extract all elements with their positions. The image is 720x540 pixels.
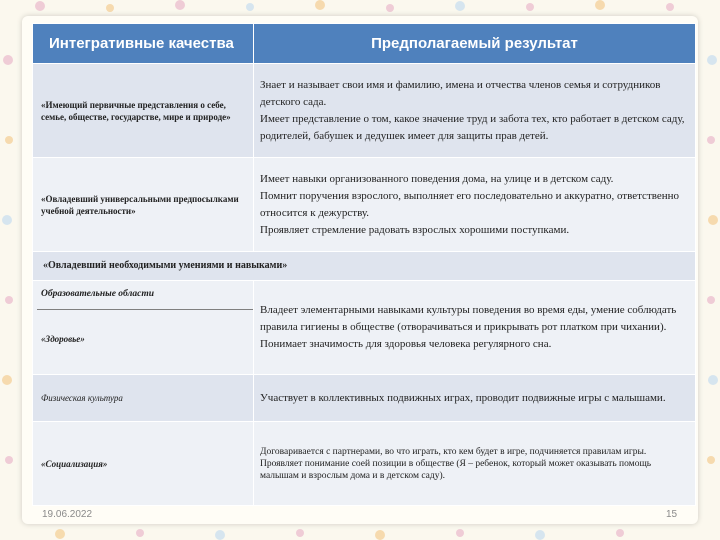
quality-cell: «Имеющий первичные представления о себе, семье, обществе, государстве, мире и природе» (33, 64, 254, 158)
education-areas-label: Образовательные области (37, 281, 253, 310)
result-text: Понимает значимость для здоровья человека регулярного сна. (260, 338, 552, 350)
result-text: Знает и называет свои имя и фамилию, имена и отчества членов семья и сотрудников детского сада. (260, 78, 661, 108)
quality-cell: «Овладевший универсальными предпосылками учебной деятельности» (33, 158, 254, 252)
result-text: Проявляет понимание соей позиции в обществе (Я – ребенок, который может оказывать помощь малышам и взрослым дома и в детском саду). (260, 458, 652, 481)
table-header-row (33, 24, 696, 64)
results-table (32, 23, 696, 506)
table-row (33, 375, 696, 422)
skills-section-cell: «Овладевший необходимыми умениями и навыками» (33, 252, 696, 281)
result-text: Имеет навыки организованного поведения дома, на улице и в детском саду. (260, 172, 614, 185)
result-cell (254, 422, 696, 506)
result-cell (254, 281, 696, 375)
result-text: Проявляет стремление радовать взрослых хорошими поступками. (260, 223, 570, 236)
result-cell (254, 158, 696, 252)
education-area-cell (33, 281, 254, 375)
table-row (33, 64, 696, 158)
area-health: «Здоровье» (41, 334, 85, 344)
area-physical: Физическая культура (33, 375, 254, 422)
header-qualities: Интегративные качества (33, 24, 254, 64)
result-text: Имеет представление о том, какое значение труд и забота тех, кто работает в детском саду, родителей, бабушек и дедушек имеет для защиты прав детей. (260, 112, 685, 142)
footer-date: 19.06.2022 (42, 509, 93, 520)
table-row (33, 422, 696, 506)
result-cell (254, 64, 696, 158)
page-number: 15 (666, 509, 678, 520)
header-results: Предполагаемый результат (254, 24, 696, 64)
area-socialization: «Социализация» (33, 422, 254, 506)
result-text: Помнит поручения взрослого, выполняет его последовательно и аккуратно, ответственно относится к дежурству. (260, 189, 680, 219)
table-row (33, 281, 696, 375)
result-text: Договаривается с партнерами, во что играть, кто кем будет в игре, подчиняется правилам игры. (260, 446, 647, 457)
result-text: Владеет элементарными навыками культуры поведения во время еды, умение соблюдать правила гигиены в обществе (отворачиваться и прикрывать рот платком при чихании). (260, 304, 677, 333)
result-cell: Участвует в коллективных подвижных играх, проводит подвижные игры с малышами. (254, 375, 696, 422)
table-row (33, 158, 696, 252)
table-row (33, 252, 696, 281)
